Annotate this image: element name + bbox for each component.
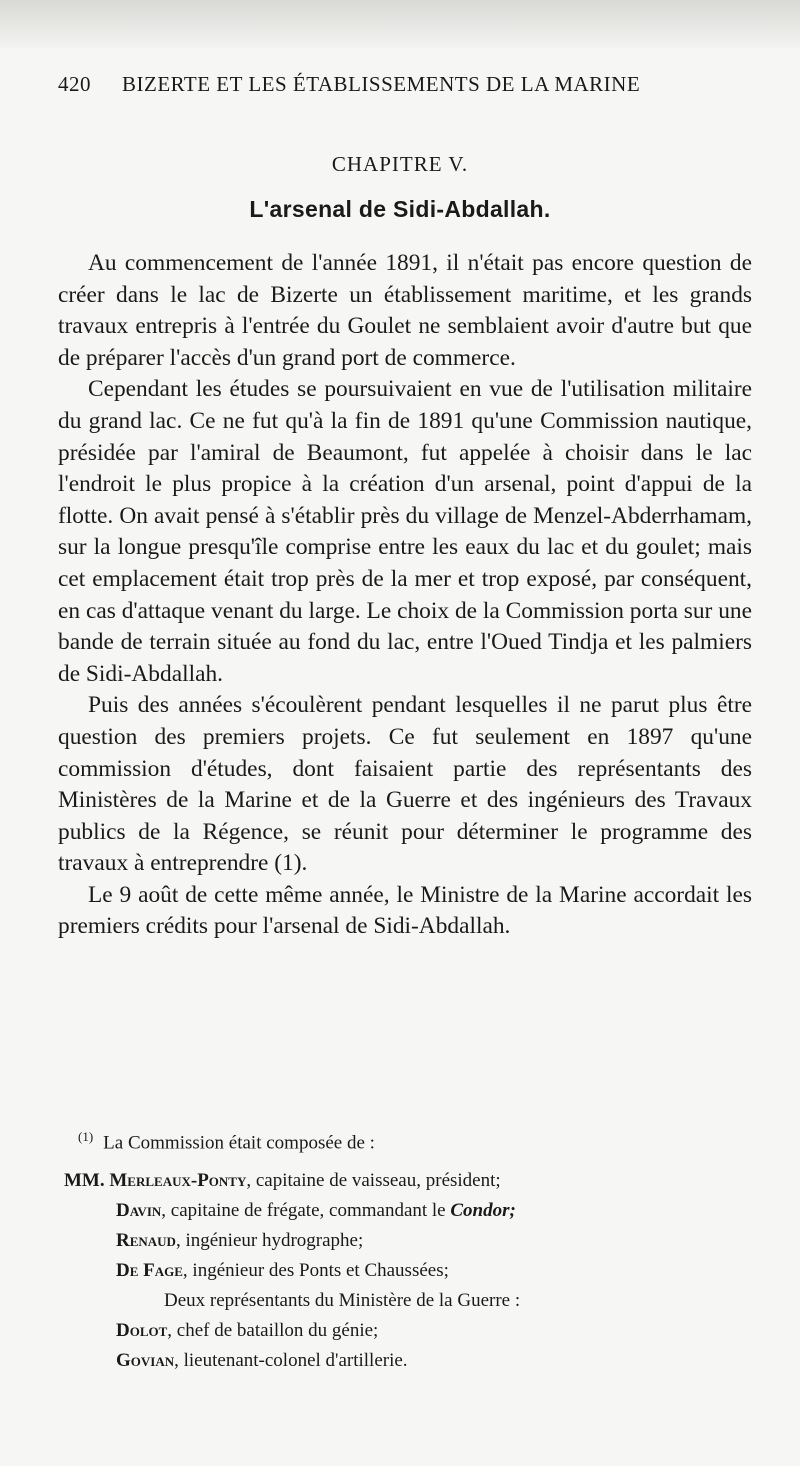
member-name: Govian <box>116 1350 175 1372</box>
paragraph: Au commencement de l'année 1891, il n'était pas encore question de créer dans le lac de Bizerte un établissement maritime, et les grands travaux entrepris à l'entrée du Goulet ne semblaient avoir d'autre but que de préparer l'accès d'un grand port de commerce. <box>58 250 752 371</box>
member-role: , capitaine de vaisseau, président; <box>246 1170 501 1192</box>
member-group-heading: Deux représentants du Ministère de la Guerre : <box>164 1290 521 1312</box>
member-name: Renaud <box>116 1230 176 1252</box>
member-line <box>64 1286 758 1316</box>
footnote-member-list <box>64 1166 758 1376</box>
member-prefix: MM. <box>64 1170 110 1192</box>
member-role: , ingénieur hydrographe; <box>175 1230 364 1252</box>
member-name: Davin <box>116 1200 162 1222</box>
paragraph: Puis des années s'écoulèrent pendant lesquelles il ne parut plus être question des premiers projets. Ce fut seulement en 1897 qu'une commission d'études, dont faisaient partie des représentants des Ministères de la Marine et de la Guerre et des ingénieurs des Travaux publics de la Régence, se réunit pour déterminer le programme des travaux à entreprendre (1). <box>58 692 752 877</box>
member-line <box>64 1256 758 1286</box>
member-role: , lieutenant-colonel d'artillerie. <box>174 1350 408 1372</box>
footnote-intro-text: La Commission était composée de : <box>103 1132 375 1154</box>
chapter-heading: CHAPITRE V. <box>331 152 469 176</box>
member-name: De Fage <box>116 1260 183 1282</box>
member-name: Dolot <box>116 1320 168 1342</box>
page-number: 420 <box>58 72 91 96</box>
section-title: L'arsenal de Sidi-Abdallah. <box>249 196 551 222</box>
ship-name: Condor; <box>450 1200 516 1222</box>
member-role: , capitaine de frégate, commandant le <box>161 1200 451 1222</box>
footnote-intro <box>78 1122 758 1158</box>
body-text <box>58 248 752 943</box>
paragraph: Cependant les études se poursuivaient en vue de l'utilisation militaire du grand lac. Ce ne fut qu'à la fin de 1891 qu'une Commission nautique, présidée par l'amiral de Beaumont, fut appelée à choisir dans le lac l'endroit le plus propice à la création d'un arsenal, point d'appui de la flotte. On avait pensé à s'établir près du village de Menzel-Abderrhamam, sur la longue presqu'île comprise entre les eaux du lac et du goulet; mais cet emplacement était trop près de la mer et trop exposé, par conséquent, en cas d'attaque venant du large. Le choix de la Commission porta sur une bande de terrain située au fond du lac, entre l'Oued Tindja et les palmiers de Sidi-Abdallah. <box>58 376 752 687</box>
member-line <box>64 1196 758 1226</box>
member-line <box>64 1316 758 1346</box>
member-name: Merleaux-Ponty <box>109 1170 247 1192</box>
paragraph: Le 9 août de cette même année, le Ministre de la Marine accordait les premiers crédits pour l'arsenal de Sidi-Abdallah. <box>58 881 752 940</box>
member-line <box>64 1226 758 1256</box>
running-head <box>58 72 758 97</box>
running-head-title: BIZERTE ET LES ÉTABLISSEMENTS DE LA MARINE <box>122 72 641 96</box>
member-role: , ingénieur des Ponts et Chaussées; <box>182 1260 449 1282</box>
page-top-edge <box>0 0 800 48</box>
member-line <box>64 1166 758 1196</box>
member-line <box>64 1346 758 1376</box>
member-role: , chef de bataillon du génie; <box>167 1320 379 1342</box>
footnote <box>64 1122 758 1376</box>
footnote-marker: (1) <box>78 1129 94 1144</box>
